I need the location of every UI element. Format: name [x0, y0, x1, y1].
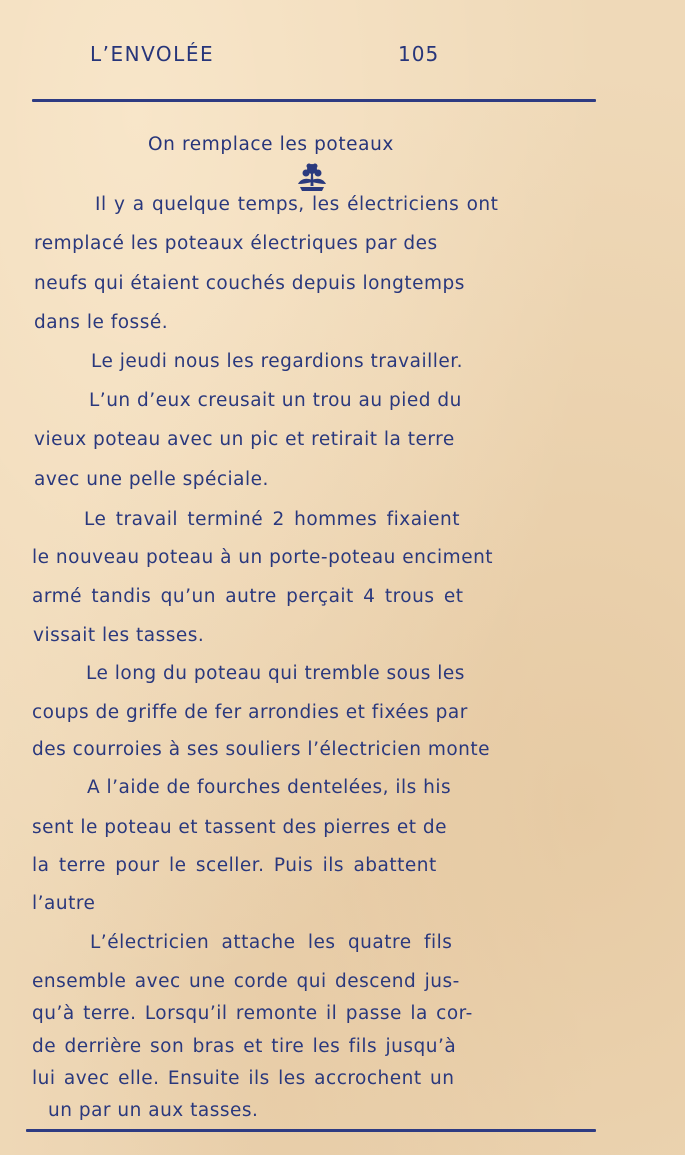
text-line: vieux poteau avec un pic et retirait la terre — [34, 429, 455, 450]
text-line: dans le fossé. — [34, 312, 169, 333]
text-line: remplacé les poteaux électriques par des — [34, 233, 438, 254]
text-line: armé tandis qu’un autre perçait 4 trous et — [32, 586, 464, 607]
text-line: A l’aide de fourches dentelées, ils his — [87, 777, 452, 798]
text-line: l’autre — [32, 893, 96, 914]
text-line: vissait les tasses. — [33, 625, 205, 646]
text-line: L’électricien attache les quatre fils — [90, 932, 453, 953]
text-line: qu’à terre. Lorsqu’il remonte il passe la cor- — [32, 1003, 473, 1024]
text-line: L’un d’eux creusait un trou au pied du — [89, 390, 462, 411]
flower-ornament-icon — [294, 160, 330, 196]
text-line: Le travail terminé 2 hommes fixaient — [84, 509, 461, 530]
text-line: un par un aux tasses. — [48, 1100, 259, 1121]
text-line: coups de griffe de fer arrondies et fixées par — [32, 702, 468, 723]
text-line: de derrière son bras et tire les fils jusqu’à — [32, 1036, 457, 1057]
text-line: la terre pour le sceller. Puis ils abattent — [32, 855, 437, 876]
text-line: neufs qui étaient couchés depuis longtemps — [34, 273, 465, 294]
article-title: On remplace les poteaux — [148, 134, 394, 155]
text-line: des courroies à ses souliers l’électricien monte — [32, 739, 491, 760]
text-line: ensemble avec une corde qui descend jus- — [32, 971, 460, 992]
journal-title: L’ENVOLÉE — [90, 42, 215, 66]
text-line: Le long du poteau qui tremble sous les — [86, 663, 465, 684]
text-line: lui avec elle. Ensuite ils les accrochent un — [32, 1068, 455, 1089]
bottom-rule-divider — [26, 1129, 596, 1132]
text-line: Le jeudi nous les regardions travailler. — [91, 351, 464, 372]
page-number: 105 — [398, 42, 440, 66]
top-rule-divider — [32, 99, 596, 102]
text-line: Il y a quelque temps, les électriciens ont — [95, 194, 499, 215]
text-line: sent le poteau et tassent des pierres et de — [32, 817, 447, 838]
text-line: avec une pelle spéciale. — [34, 469, 269, 490]
text-line: le nouveau poteau à un porte-poteau enciment — [32, 547, 494, 568]
